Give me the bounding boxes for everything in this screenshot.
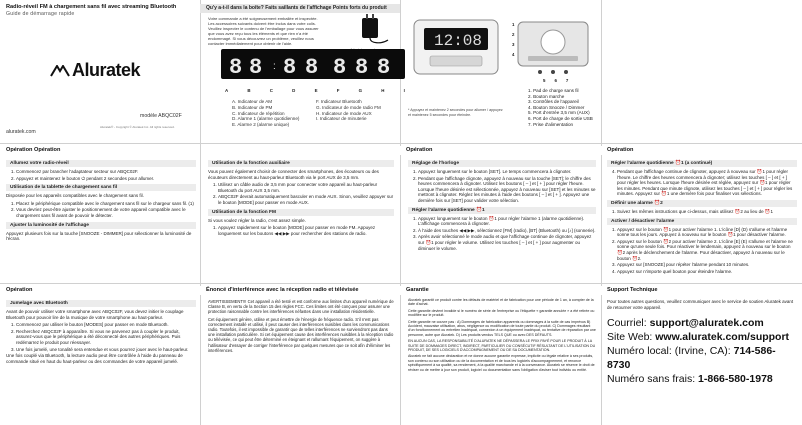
step: 2. Appuyez sur le bouton ⏰2 pour activer l'alarme 2. L'icône [E] (E) s'allume et l'alarme ne sonne qu'une seule fois. Pour réactiver le lendemain, appuyez à nouveau sur le bouton ⏰2 après le déclenchement de l'alarme. Pour désactiver, appuyez à nouveau sur le bouton ⏰2. [617, 239, 797, 261]
step: 4. Appuyez sur n'importe quel bouton pour éteindre l'alarme. [617, 269, 797, 275]
operation-panel-4 [601, 146, 802, 283]
support-tollfree-phone [607, 372, 797, 386]
email-label: Courriel: [607, 317, 650, 330]
step: 1. Commencez par utiliser le bouton [MODES] pour passer en mode Bluetooth. [16, 322, 196, 328]
step: 1. Placez le périphérique compatible avec le chargement sans fil sur le chargeur sans fil. (1) [16, 201, 196, 207]
step: 2. Appuyez et maintenez le bouton ⏻ pendant 2 secondes pour allumer. [16, 176, 196, 182]
lcd-legend-right [316, 99, 400, 122]
tollfree-label: Numéro sans frais: [607, 373, 699, 386]
lcd-letter: A [225, 88, 229, 93]
paragraph: Vous pouvez également choisir de connecter des smartphones, des écouteurs ou des écouteurs directement au haut-parleur Bluetooth via le port AUX de 3,5 mm. [208, 169, 379, 180]
lcd-indicator-letters [225, 88, 405, 93]
lcd-letter: D [292, 88, 296, 93]
interference-panel [200, 286, 400, 425]
svg-text:12:08: 12:08 [434, 32, 483, 50]
svg-text::: : [273, 61, 276, 72]
paragraph: Avant de pouvoir utiliser votre smartphone avec ABQC02F, vous devez initier le couplage Bluetooth pour pouvoir lire de la musique de votre smartphone au haut-parleur. [6, 309, 184, 320]
paragraph: Disposée pour les appareils compatibles avec le chargement sans fil. [6, 193, 144, 199]
step: 2. Recherchez ABQC02F à apparaître. Si vous ne parvenez pas à coupler le produit, assurez-vous que le périphérique a été déconnecté des autres périphériques. Puis redémarrez le produit pour réessayer. [16, 329, 196, 346]
tollfree-number: 1-866-580-1978 [698, 373, 773, 386]
legend-item: A. Indicateur de AM [232, 99, 273, 104]
aluratek-logo [50, 60, 140, 81]
lcd-display-illustration [221, 49, 405, 79]
step: 2. Pendant que l'affichage clignote, appuyez à nouveau sur la touche [SET]; le chiffre des heures commencera à clignoter. Utilisez les boutons [ – ] et [ + ] pour régler l'heure. Lorsque l'heure désirée est sélectionnée, appuyez à nouveau sur [SET] et les minutes se mettront à clignoter. Réglez les minutes à l'aide des boutons [ – ] et [ + ]. Appuyez une dernière fois sur [SET] pour valider votre sélection. [418, 176, 596, 204]
spec-item: 4. Bouton Snooze / Dimmer [528, 104, 585, 110]
section-title: Utilisation de la tablette de chargement sans fil [6, 184, 196, 191]
section-title: Allumez votre radio-réveil [6, 160, 196, 167]
legend-item: D. Alarme 1 (alarme quotidienne) [232, 116, 300, 122]
callout-number: 1 [512, 22, 515, 27]
callout-number: 6 [554, 78, 557, 83]
legend-item: I. Indicateur de minuterie [316, 116, 367, 122]
legend-item: C. Indicateur de répétition [232, 110, 285, 116]
website-link[interactable]: www.aluratek.com/support [655, 331, 790, 344]
step: 3. Une fois jumelé, une tonalité sera entendue et vous pourrez jouer avec le haut-parleur. [16, 347, 196, 353]
power-adapter-image [348, 14, 394, 46]
paragraph: EN AUCUN CAS, LA RESPONSABILITÉ D'ALURATEK NE DÉPASSERA LE PRIX PAYÉ POUR LE PRODUIT À LA SUITE DE DOMMAGES DIRECT, INDIRECT, PARTICULIER OU CONSÉCUTIF RÉSULTANT DE L'UTILISATION DU PRODUIT, DE SES LOGICIELS D'ACCOMPAGNEMENT OU DE SA DOCUMENTATION. [408, 339, 596, 353]
paragraph: AVERTISSEMENT!!! Cet appareil a été testé et est conforme aux limites d'un appareil numérique de Classe B, en vertu de la Section 15 des règles FCC. Ces limites ont été conçues pour assurer une protection raisonnable contre les interférences néfastes dans une installation résidentielle. [208, 299, 394, 315]
paragraph: Pour toutes autres questions, veuillez communiquer avec le service de soutien Aluratek avant de retourner votre appareil. [607, 299, 794, 310]
lcd-letter: E [314, 88, 318, 93]
legend-item: F. Indicateur Bluetooth [316, 99, 362, 104]
support-website [607, 330, 797, 344]
callout-number: 5 [543, 78, 546, 83]
paragraph: Appuyez plusieurs fois sur la touche [SNOOZE - DIMMER] pour sélectionner la luminosité de l'écran. [6, 230, 192, 242]
support-panel [601, 286, 802, 425]
section-band: Support Technique [601, 286, 802, 295]
step: 2. ABQC02F devrait automatiquement basculer en mode AUX. Sinon, veuillez appuyer sur le bouton [MODE] pour passer en mode AUX. [218, 194, 394, 205]
box-heading: Qu'y a-t-il dans la boîte? Faits saillants de l'affichage Points forts du produit [200, 4, 400, 13]
step: 2. Vous devriez peut-être ajuster le positionnement de votre appareil compatible avec le chargement sans fil avant de pouvoir le détecter. [16, 207, 196, 218]
spec-item: 3. Contrôles de l'appareil [528, 99, 579, 105]
step: 1. Appuyez longuement sur le bouton [SET]. Le temps commencera à clignoter. [418, 169, 596, 175]
clock-radio-front-illustration [410, 16, 502, 78]
paragraph: Si vous voulez régler la radio, c'est assez simple. [208, 217, 306, 223]
step: 1. Commencez par brancher l'adaptateur secteur sur ABQC02F. [16, 169, 196, 175]
section-title: Régler l'alarme quotidienne ⏰1 [408, 207, 596, 214]
local-phone-label: Numéro local: (Irvine, CA): [607, 345, 734, 358]
section-title: Définir une alarme ⏰2 [607, 200, 797, 207]
step: 3. Appuyez sur [SNOOZE] pour répéter l'alarme pendant 10 minutes. [617, 262, 797, 268]
local-phone-number: 714-586-8730 [607, 345, 776, 372]
step: 1. Appuyez rapidement sur le bouton [MODE] pour passer en mode FM. Appuyez longuement sur les boutons ◀◀ ▶▶ pour rechercher des stations de radio. [218, 225, 394, 236]
support-local-phone [607, 344, 797, 372]
product-diagram-panel [400, 0, 601, 143]
spec-item: 2. Bouton marche [528, 93, 565, 99]
section-title: Utilisation de la fonction auxiliaire [208, 160, 394, 167]
step: 1. Suivez les mêmes instructions que ci-dessus, mais utilisez ⏰2 au lieu de ⏰1 [617, 209, 797, 215]
section-title: Réglage de l'horloge [408, 160, 596, 167]
section-band: Opération [0, 286, 200, 295]
step: 3. Après avoir sélectionné le mode audio et que l'affichage continue de clignoter, appuyez sur ⏰1 pour régler le volume. Utilisez les touches [ – ] et [ + ] pour augmenter ou diminuer le volume. [418, 234, 596, 251]
section-title: Ajuster la luminosité de l'affichage [6, 222, 196, 229]
svg-text:8: 8 [249, 55, 263, 79]
lcd-letter: H [381, 88, 385, 93]
brand-name: Aluratek [72, 60, 141, 80]
clock-radio-top-illustration [512, 12, 596, 84]
support-email [607, 316, 797, 330]
legend-item: G. Indicateur de mode radio FM [316, 104, 381, 110]
section-band: Opération [400, 146, 601, 155]
cover-subtitle: Guide de démarrage rapide [6, 11, 75, 17]
section-band: Opération Opération [0, 146, 200, 155]
paragraph: Cette garantie devient invalide si le numéro de série de l'entreprise ou l'étiquette « garantie annulée » a été retirée ou modifiée sur le produit. [408, 308, 595, 318]
step: 1. Appuyez longuement sur le bouton ⏰1 pour régler l'alarme 1 (alarme quotidienne). L'affichage commencera à clignoter. [418, 216, 596, 227]
bluetooth-panel [0, 286, 200, 425]
lcd-letter: G [358, 88, 363, 93]
warranty-panel [400, 286, 601, 425]
section-title: Activer / désactiver l'alarme [607, 218, 797, 225]
paragraph: Cette garantie ne couvre pas : A) Dommages de fabrication apparents ou dommages à la suite de cas imprévus B) Accident, mauvaise utilisation, abus, négligence ou modification de toute partie du produit. C) Dommages résultant d'un fonctionnement ou entretien inadéquat, connexion à un équipement inadéquat, ou tentative de réparation par une personne, autre que Aluratek. D) Les produits vendus TELS QUE ou avec DES DÉFAUTS. [408, 319, 596, 337]
legend-item: H. Indicateur de mode AUX [316, 110, 372, 116]
operation-panel-2 [200, 146, 400, 283]
lcd-digits [221, 49, 405, 79]
section-title: Jumelage avec Bluetooth [6, 300, 196, 307]
svg-text:8: 8 [377, 55, 391, 79]
power-note: * Appuyez et maintenez 2 secondes pour allumer / appuyez et maintenez 5 secondes pour éteindre. [408, 108, 503, 117]
paragraph: Une fois couplé via Bluetooth, la lecture audio peut être contrôlée à l'aide du panneau de commande situé en haut du haut-parleur ou des commandes de votre appareil jumelé. [6, 353, 183, 364]
cover-panel [0, 0, 200, 143]
spec-item: 6. Port de charge de sortie USB [528, 115, 593, 121]
aluratek-logo-icon [50, 65, 70, 77]
email-link[interactable]: support@aluratek.com [649, 317, 764, 330]
step: 1. Appuyez sur le bouton ⏰1 pour activer l'alarme 1. L'icône [D] (D) s'allume et l'alarme sonne tous les jours. Appuyez à nouveau sur le bouton ⏰1 pour désactiver l'alarme. [617, 227, 797, 238]
step: 4. Pendant que l'affichage continue de clignoter, appuyez à nouveau sur ⏰1 pour régler l'heure. Le chiffre des heures commencera à clignoter; utilisez les touches [ – ] et [ + ] pour régler les heures. Lorsque l'heure désirée est réglée, appuyez sur ⏰1 pour régler les minutes. Pendant que minute clignote, utilisez les touches [ – ] et [ + ] pour régler les minutes. Appuyez sur ⏰1 une dernière fois pour finaliser vos sélections. [617, 169, 797, 197]
product-specs [528, 88, 600, 127]
section-band: Garantie [400, 286, 601, 295]
callout-number: 2 [512, 32, 515, 37]
box-intro: Votre commande a été soigneusement emballée et inspectée. Les accessoires suivants doivent être inclus dans votre colis. Veuillez inspecter le contenu de l'emballage pour vous assurer que vous avez reçu tous les éléments et que rien n'a été endommagé. Si vous découvrez un problème, veuillez nous contacter immédiatement pour obtenir de l'aide. [208, 16, 319, 46]
section-title: Régler l'alarme quotidienne ⏰1 (a continué) [607, 160, 797, 167]
lcd-letter: I [403, 88, 405, 93]
callout-bottom [543, 78, 568, 83]
lcd-letter: F [336, 88, 340, 93]
svg-text:8: 8 [305, 55, 319, 79]
spec-item: 5. Port d'entrée 3,5 mm (AUX) [528, 110, 590, 116]
operation-panel-1 [0, 146, 200, 283]
operation-panel-3 [400, 146, 601, 283]
callout-number: 3 [512, 42, 515, 47]
step: 1. Utilisez un câble audio de 3,5 mm pour connecter votre appareil au haut-parleur Bluetooth du port AUX 3,5 mm. [218, 182, 394, 193]
model-number: modèle ABQC02F [140, 113, 182, 119]
section-band: Énoncé d'interférence avec la réception radio et télévisée [200, 286, 400, 295]
callout-left [512, 20, 514, 60]
svg-text:8: 8 [333, 55, 347, 79]
spec-item: 1. Pad de charge sans fil [528, 88, 579, 93]
lcd-legend-left [232, 99, 317, 128]
paragraph: Aluratek garantit ce produit contre les défauts de matériel et de fabrication pour une période de 1 an, à compter de la date d'achat. [408, 298, 594, 307]
callout-number: 7 [565, 78, 569, 83]
cover-title: Radio-réveil FM à chargement sans fil avec streaming Bluetooth [6, 4, 177, 10]
section-band: Opération [601, 146, 802, 155]
section-title: Utilisation de la fonction FM [208, 209, 394, 216]
lcd-letter: C [269, 88, 273, 93]
svg-text:8: 8 [283, 55, 297, 79]
step: 2. À l'aide des touches ◀◀ ▶▶, sélectionnez [FM] (radio), [BT] (Bluetooth) ou [♪] (sonnerie). [418, 228, 596, 234]
paragraph: Cet équipement génère, utilise et peut émettre de l'énergie de fréquence radio. S'il n'est pas correctement installé et utilisé, il peut causer des interférences nuisibles dans les communications radio. Toutefois, il est impossible de garantir que de telles interférences ne surviendront pas dans une installation particulière. Si cet équipement cause des interférences nuisibles à la réception radio ou télévisée, ce qui peut être déterminé en éteignant et rallumant l'équipement, on suggère à l'utilisateur d'essayer de corriger l'interférence par quelques mesures que ce soit afin d'éliminer les interférences. [208, 316, 394, 353]
svg-text:8: 8 [229, 55, 243, 79]
callout-number: 4 [512, 52, 515, 57]
svg-text:8: 8 [355, 55, 369, 79]
website-label: Site Web: [607, 331, 656, 344]
website-url: aluratek.com [6, 129, 36, 135]
legend-item: E. Alarme 2 (alarme unique) [232, 122, 290, 128]
paragraph: Aluratek ne fait aucune déclaration et ne donne aucune garantie expresse, implicite ou légale relative à ses produits, son contenu ou son utilisation ou de la documentation et de tous les logiciels d'accompagnement, et renonce spécifiquement à sa qualité, sa rendement, à la qualité marchande et à la convenance. Aluratek se réserve le droit de réviser ou de mettre à jour son produit, logiciel ou documentation sans l'obligation d'aviser tout individu ou entité. [408, 354, 595, 372]
copyright: Aluratek® - Copyright © Aluratek Inc. All rights reserved. [100, 125, 175, 129]
legend-item: B. Indicateur de PM [232, 104, 273, 110]
lcd-letter: B [247, 88, 251, 93]
spec-item: 7. Prise d'alimentation [528, 121, 574, 127]
